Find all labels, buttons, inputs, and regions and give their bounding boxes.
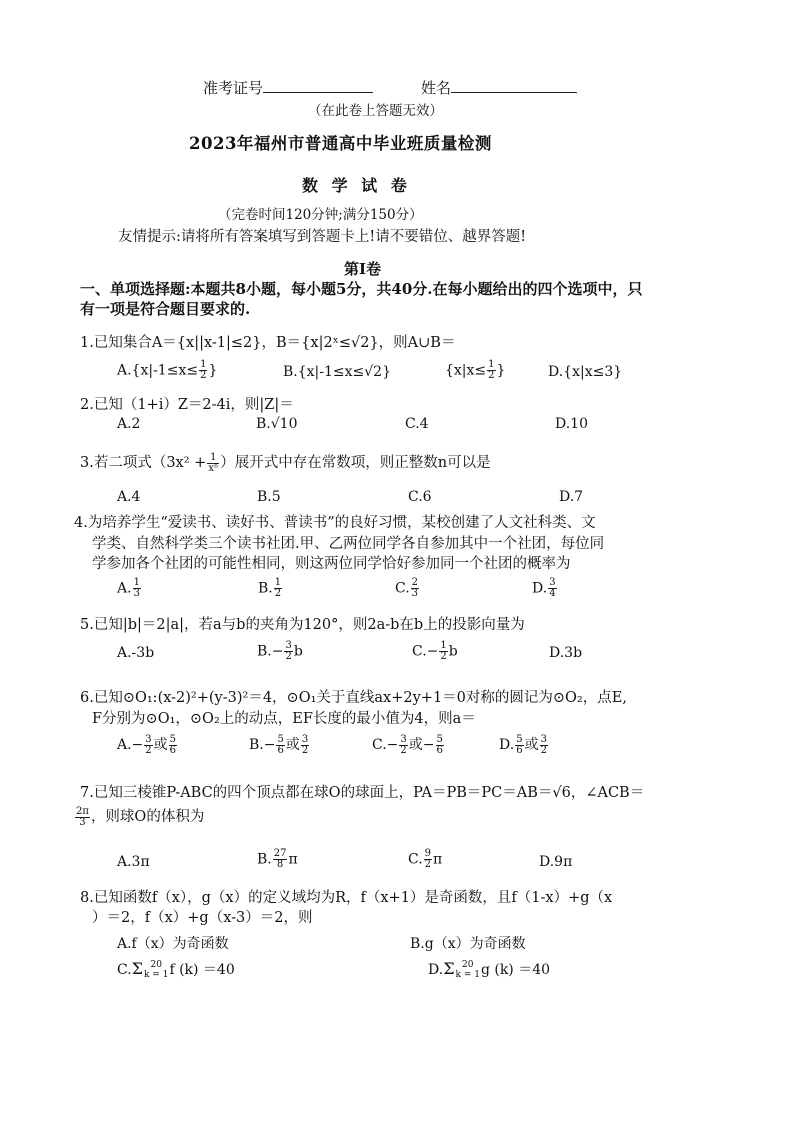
q2-stem: 2.已知（1+i）Z＝2-4i，则|Z|＝	[80, 397, 294, 413]
exam-id-row	[203, 77, 373, 98]
q6-option-d[interactable]: D. $\frac{5}{6}$ 或 $\frac{3}{2}$	[499, 733, 547, 756]
subject-title: 数 学 试 卷	[302, 176, 411, 195]
q8-option-c[interactable]: C.Σ 20 k = 1 f (k) ＝40	[117, 959, 235, 980]
q5-option-a[interactable]: A.-3b	[117, 645, 155, 661]
name-label: 姓名	[421, 79, 452, 97]
invalid-note: （在此卷上答题无效）	[308, 103, 443, 119]
q7-line2: $\frac{2\pi}{3}$ ，则球O的体积为	[76, 805, 205, 828]
q3-option-c[interactable]: C.6	[408, 489, 432, 505]
q6-option-b[interactable]: B.− $\frac{5}{6}$ 或 $\frac{3}{2}$	[249, 733, 309, 756]
section-heading-line2: 有一项是符合题目要求的.	[80, 300, 251, 318]
q7-option-c[interactable]: C. $\frac{9}{2}$ π	[408, 848, 443, 870]
q4-line3: 学参加各个社团的可能性相同，则这两位同学恰好参加同一个社团的概率为	[92, 556, 571, 572]
q8-option-b[interactable]: B.g（x）为奇函数	[410, 936, 526, 952]
q4-line2: 学类、自然科学类三个读书社团.甲、乙两位同学各自参加其中一个社团，每位同	[92, 536, 605, 552]
q2-option-a[interactable]: A.2	[117, 416, 141, 432]
q6-option-c[interactable]: C.− $\frac{3}{2}$ 或− $\frac{5}{6}$	[372, 733, 443, 756]
q4-option-c[interactable]: C. $\frac{2}{3}$	[395, 577, 419, 599]
q6-line2: F分别为⊙O₁，⊙O₂上的动点，EF长度的最小值为4，则a＝	[92, 711, 476, 727]
q8-option-d[interactable]: D.Σ 20 k = 1 g (k) ＝40	[428, 959, 551, 980]
q2-option-c[interactable]: C.4	[405, 416, 429, 432]
q3-option-a[interactable]: A.4	[117, 489, 141, 505]
q1-option-c[interactable]: {x|x≤ $\frac{1}{2}$ }	[445, 359, 506, 381]
q7-option-b[interactable]: B. $\frac{27}{8}$ π	[257, 848, 298, 870]
q6-line1: 6.已知⊙O₁:(x-2)²+(y-3)²＝4，⊙O₁关于直线ax+2y+1＝0对称的圆记为⊙O₂，点E,	[80, 690, 627, 706]
q8-option-a[interactable]: A.f（x）为奇函数	[117, 936, 229, 952]
exam-id-label: 准考证号	[203, 79, 264, 97]
q4-option-b[interactable]: B. $\frac{1}{2}$	[258, 577, 282, 599]
q7-option-d[interactable]: D.9π	[539, 854, 573, 870]
q1-a-fraction: $\frac{1}{2}$	[200, 359, 207, 381]
q1-c-fraction: $\frac{1}{2}$	[488, 359, 495, 381]
q7-option-a[interactable]: A.3π	[117, 854, 150, 870]
q2-option-b[interactable]: B.√10	[256, 416, 298, 432]
q4-line1: 4.为培养学生“爱读书、读好书、普读书”的良好习惯，某校创建了人文社科类、文	[74, 515, 596, 531]
q8-line2: ）＝2，f（x）+g（x-3）＝2，则	[92, 910, 313, 926]
tip-text: 友情提示:请将所有答案填写到答题卡上!请不要错位、越界答题!	[118, 229, 527, 245]
q1-option-a[interactable]: A.{x|-1≤x≤ $\frac{1}{2}$ }	[117, 359, 218, 381]
q1-option-d[interactable]: D.{x|x≤3}	[548, 364, 623, 380]
name-blank[interactable]	[451, 78, 577, 93]
q3-fraction: $\frac{1}{\text{xⁿ}}$	[208, 451, 219, 474]
sigma-icon: Σ	[443, 959, 455, 978]
q5-option-d[interactable]: D.3b	[549, 645, 583, 661]
exam-id-blank[interactable]	[263, 78, 373, 93]
q4-option-a[interactable]: A. $\frac{1}{3}$	[117, 577, 140, 599]
q3-stem: 3.若二项式（3x² + $\frac{1}{\text{xⁿ}}$ ）展开式中存在常数项，则正整数n可以是	[80, 451, 491, 474]
q5-option-c[interactable]: C.− $\frac{1}{2}$ b	[412, 640, 458, 662]
q1-option-b[interactable]: B.{x|-1≤x≤√2}	[283, 364, 391, 380]
name-row	[421, 77, 577, 98]
q2-option-d[interactable]: D.10	[555, 416, 588, 432]
q1-stem: 1.已知集合A＝{x||x-1|≤2}，B＝{x|2ˣ≤√2}，则A∪B＝	[80, 335, 456, 351]
time-note: （完卷时间120分钟;满分150分）	[218, 207, 423, 223]
sigma-icon: Σ	[131, 959, 143, 978]
q3-option-b[interactable]: B.5	[257, 489, 281, 505]
q7-fraction: $\frac{2\pi}{3}$	[76, 805, 89, 828]
q3-option-d[interactable]: D.7	[559, 489, 584, 505]
q5-option-b[interactable]: B.− $\frac{3}{2}$ b	[257, 640, 303, 662]
q7-line1: 7.已知三棱锥P-ABC的四个顶点都在球O的球面上，PA＝PB＝PC＝AB＝√6，∠ACB＝	[80, 785, 645, 801]
q4-option-d[interactable]: D. $\frac{3}{4}$	[532, 577, 556, 599]
q8-line1: 8.已知函数f（x），g（x）的定义域均为R，f（x+1）是奇函数，且f（1-x）+g（x	[80, 890, 613, 906]
q6-option-a[interactable]: A.− $\frac{3}{2}$ 或 $\frac{5}{6}$	[117, 733, 177, 756]
page-title: 2023年福州市普通高中毕业班质量检测	[189, 134, 492, 153]
volume-label: 第Ⅰ卷	[344, 260, 382, 278]
q5-stem: 5.已知|b|＝2|a|，若a与b的夹角为120°，则2a-b在b上的投影向量为	[80, 617, 525, 633]
section-heading-line1: 一、单项选择题:本题共8小题，每小题5分，共40分.在每小题给出的四个选项中，只	[80, 280, 643, 298]
